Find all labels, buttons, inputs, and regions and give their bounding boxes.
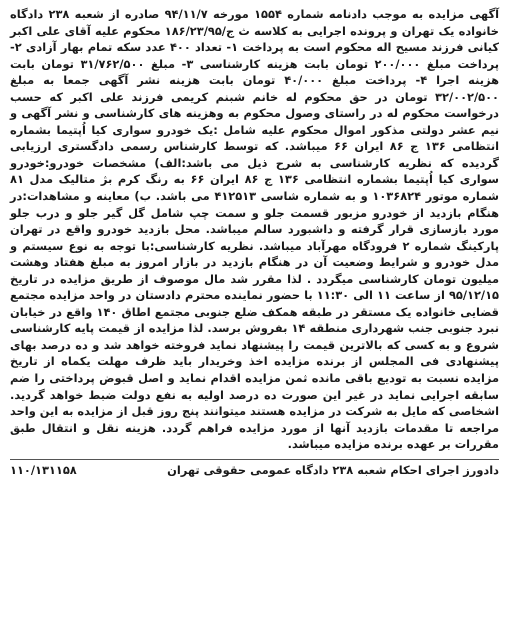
notice-paragraph-3: هزینه نقل و انتقال طبق مقررات بر عهده برنده مزایده میباشد. (10, 420, 499, 452)
notice-paragraph-2: نظریه کارشناسی:با توجه به نوع سیستم و مدل خودرو و شرایط وضعیت آن در هنگام بازدید در بازار امروز به مبلغ هفتاد وهشت میلیون تومان کارشناسی میگردد . لذا مقرر شد مال موصوف از طریق مزایده در تاریخ ۹۵/۱۲/۱۵ از ساعت ۱۱ الی ۱۱:۳۰ با حضور نماینده محترم دادستان در واحد مزایده مجتمع قضایی خانواده یک مستقر در طبقه همکف ضلع جنوبی مجتمع اطاق ۱۴۰ واقع در خیابان نبرد جنوبی جنب شهرداری منطقه ۱۴ بفروش برسد. لذا مزایده از قیمت پایه کارشناسی شروع و به کسی که بالاترین قیمت را پیشنهاد نماید فروخته خواهد شد و ده درصد بهای پیشنهادی فی المجلس از برنده مزایده اخذ وخریدار باید ظرف مهلت یکماه از تاریخ مزایده نسبت به تودیع باقی مانده ثمن مزایده اقدام نماید و اصل قبوض پرداختی را ضم سابقه اجرایی نماید در غیر این صورت ده درصد اولیه به نفع دولت ضبط خواهد گردید. اشخاصی که مایل به شرکت در مزایده هستند میتوانند پنج روز قبل از مزایده به این واحد مراجعه تا مقدمات بازدید آنها از مورد مزایده فراهم گردد. (10, 238, 500, 435)
notice-body (10, 6, 499, 453)
notice-code: ۱۱۰/۱۳۱۱۵۸ (10, 462, 77, 477)
auction-notice (4, 2, 505, 614)
issuer-signature: دادورز اجرای احکام شعبه ۲۳۸ دادگاه عمومی حقوقی تهران (167, 462, 499, 477)
notice-paragraph-1: آگهی مزایده به موجب دادنامه شماره ۱۵۵۴ مورخه ۹۴/۱۱/۷ صادره از شعبه ۲۳۸ دادگاه خانواده یک تهران و پرونده اجرایی به کلاسه ث ج/۱۸۶/۲۳/۹۵ محکوم علیه آقای علی اکبر کیانی فرزند مسیح اله محکوم است به پرداخت ۱- تعداد ۴۰۰ عدد سکه تمام بهار آزادی ۲- پرداخت مبلغ ۲۰۰/۰۰۰ تومان بابت هزینه کارشناسی ۳- مبلغ ۳۱/۷۶۲/۵۰۰ تومان بابت هزینه اجرا ۴- پرداخت مبلغ ۴۰/۰۰۰ تومان بابت هزینه نشر آگهی جمعا به مبلغ ۳۲/۰۰۲/۵۰۰ تومان در حق محکوم له خانم شبنم کریمی فرزند علی اکبر که حسب درخواست محکوم له در راستای وصول محکوم به وهزینه های کارشناسی و نشر آگهی و نیم عشر دولتی مذکور اموال محکوم علیه شامل :یک خودرو سواری کیا اُپتیما بشماره انتظامی ۱۳۶ ج ۸۶ ایران ۶۶ میباشد. که توسط کارشناس رسمی دادگستری ارزیابی گردیده که نظریه کارشناسی به شرح ذیل می باشد:الف) مشخصات خودرو:خودرو سواری کیا اُپتیما بشماره انتظامی ۱۳۶ ج ۸۶ ایران ۶۶ به رنگ کرم بژ متالیک مدل ۸۱ شماره موتور ۱۰۳۶۸۲۴ و به شماره شاسی ۴۱۲۵۱۳ می باشد. ب) معاینه و مشاهدات:در هنگام بازدید از خودرو مزبور قسمت جلو و سمت چپ شامل گل گیر جلو و درب جلو مورد بازسازی قرار گرفته و داشبورد سالم میباشد. محل بازدید خودرو واقع در تهران پارکینگ شماره ۲ فرودگاه مهرآباد میباشد. (10, 7, 500, 253)
notice-footer (10, 459, 499, 477)
